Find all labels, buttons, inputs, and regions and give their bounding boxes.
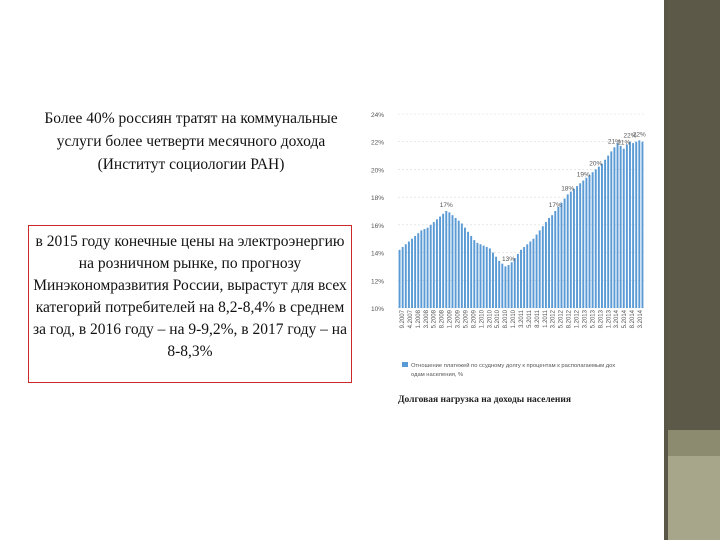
bar: [452, 215, 454, 308]
debt-burden-chart: [368, 104, 650, 386]
bar: [445, 211, 447, 308]
bar: [592, 172, 594, 308]
bar: [554, 211, 556, 308]
x-tick-label: 5.2011: [526, 310, 533, 328]
bar: [411, 239, 413, 308]
bar: [573, 189, 575, 308]
bar: [461, 223, 463, 308]
x-tick-label: 1.2013: [606, 310, 613, 329]
x-tick-label: 9.2007: [399, 310, 406, 329]
y-tick-label: 18%: [371, 195, 385, 203]
x-tick-label: 1.2009: [447, 310, 454, 329]
bar: [632, 143, 634, 308]
x-tick-label: 3.2011: [519, 310, 525, 328]
bar: [517, 254, 519, 308]
data-label: 22%: [623, 132, 637, 140]
bar: [595, 169, 597, 308]
bar: [585, 178, 587, 308]
data-label: 21%: [617, 139, 631, 147]
x-tick-label: 8.2009: [471, 310, 478, 329]
bar: [402, 247, 404, 308]
bar: [561, 203, 563, 308]
x-tick-label: 1.2010: [511, 310, 518, 329]
bar: [604, 160, 606, 308]
x-tick-label: 3.2008: [423, 310, 430, 329]
y-tick-label: 16%: [371, 222, 385, 230]
data-label: 13%: [502, 256, 516, 264]
bar: [620, 146, 622, 308]
x-tick-label: 8.2010: [503, 310, 510, 329]
x-tick-label: 3.2013: [582, 310, 589, 329]
bar: [545, 222, 547, 308]
bar: [576, 186, 578, 308]
bar: [439, 217, 441, 308]
bar: [399, 250, 401, 308]
data-label: 18%: [561, 185, 575, 193]
x-tick-label: 8.2013: [598, 310, 605, 329]
bar: [483, 246, 485, 308]
bar: [523, 247, 525, 308]
headline-text: Более 40% россиян тратят на коммунальные услуги более четверти месячного дохода (Институт социологии РАН): [44, 110, 338, 173]
bar: [617, 143, 619, 308]
bar: [433, 222, 435, 308]
bar: [598, 167, 600, 308]
bar: [579, 183, 581, 308]
bar: [542, 226, 544, 308]
bar: [613, 147, 615, 308]
x-tick-label: 5.2009: [463, 310, 470, 329]
bar: [408, 241, 410, 308]
bar: [635, 142, 637, 308]
bar: [511, 262, 513, 308]
decor-band-light: [668, 456, 720, 540]
bar: [589, 175, 591, 308]
chart-container: [368, 104, 650, 386]
bar: [420, 230, 422, 308]
bar: [564, 199, 566, 308]
data-label: 22%: [632, 131, 646, 139]
bar: [529, 241, 531, 308]
decor-band-dark: [668, 0, 720, 430]
data-label: 17%: [548, 202, 562, 209]
bar: [601, 164, 603, 308]
bar: [532, 239, 534, 308]
bar: [464, 228, 466, 308]
bar: [448, 212, 450, 308]
bar: [520, 250, 522, 308]
y-tick-label: 10%: [371, 306, 385, 313]
bar: [473, 240, 475, 308]
forecast-box: в 2015 году конечные цены на электроэнергию на розничном рынке, по прогнозу Минэкономразвития России, вырастут для всех категорий потребителей на 8,2-8,4% в среднем за год, в 2016 году – на 9-9,2%, в 2017 году – на 8-8,3%: [28, 225, 352, 383]
bar: [501, 264, 503, 308]
bar: [567, 194, 569, 308]
x-tick-label: 4.2007: [407, 310, 414, 329]
bar: [557, 207, 559, 308]
bar: [417, 233, 419, 308]
bar: [498, 261, 500, 308]
bar: [424, 229, 426, 308]
x-tick-label: 3.2012: [550, 310, 557, 329]
data-label: 20%: [589, 160, 603, 168]
bar: [570, 192, 572, 308]
bar: [548, 218, 550, 308]
x-tick-label: 1.2011: [542, 310, 549, 328]
x-tick-label: 3.2014: [614, 310, 621, 329]
chart-caption: Долговая нагрузка на доходы населения: [398, 395, 571, 405]
bar: [489, 248, 491, 308]
x-tick-label: 3.2010: [487, 310, 494, 329]
x-tick-label: 8.2014: [630, 310, 637, 329]
bar: [430, 225, 432, 308]
bar: [610, 151, 612, 308]
bar: [405, 244, 407, 308]
bar: [536, 235, 538, 308]
bar: [427, 228, 429, 308]
bar: [539, 230, 541, 308]
bar: [638, 140, 640, 308]
legend-label: одам населения, %: [411, 372, 464, 378]
x-tick-label: 5.2010: [495, 310, 502, 329]
bar: [470, 236, 472, 308]
y-tick-label: 14%: [371, 250, 385, 258]
bar: [458, 221, 460, 308]
x-tick-label: 5.2013: [590, 310, 597, 329]
x-tick-label: 5.2008: [431, 310, 438, 329]
bar: [626, 144, 628, 308]
y-tick-label: 22%: [371, 139, 385, 147]
x-tick-label: 8.2011: [534, 310, 541, 328]
bar: [414, 236, 416, 308]
bar: [641, 142, 643, 308]
bar: [486, 247, 488, 308]
x-tick-label: 8.2012: [566, 310, 573, 329]
bar: [551, 215, 553, 308]
bar: [467, 232, 469, 308]
x-tick-label: 8.2008: [439, 310, 446, 329]
bar: [623, 149, 625, 308]
bar: [480, 244, 482, 308]
bar: [492, 253, 494, 308]
x-tick-label: 5.2012: [558, 310, 565, 329]
legend-swatch: [402, 362, 408, 367]
bar: [455, 218, 457, 308]
bar: [508, 265, 510, 308]
data-label: 21%: [607, 138, 621, 146]
y-tick-label: 24%: [371, 112, 385, 119]
bar: [436, 219, 438, 308]
x-tick-label: 3.2014: [638, 310, 645, 329]
y-tick-label: 20%: [371, 167, 385, 175]
y-tick-label: 12%: [371, 278, 385, 286]
bar: [514, 258, 516, 308]
x-tick-label: 1.2008: [415, 310, 422, 329]
bar: [476, 243, 478, 308]
x-tick-label: 1.2012: [574, 310, 581, 329]
legend-label: Отношение платежей по ссудному долгу к процентам к располагаемым дох: [411, 363, 616, 369]
data-label: 19%: [576, 171, 590, 179]
bar: [526, 244, 528, 308]
bar: [629, 142, 631, 308]
bar: [442, 214, 444, 308]
decor-band-mid: [668, 430, 720, 456]
bar: [504, 266, 506, 308]
bar: [607, 156, 609, 308]
x-tick-label: 1.2010: [479, 310, 486, 329]
bar: [582, 181, 584, 308]
bar: [495, 257, 497, 308]
data-label: 17%: [439, 202, 453, 209]
x-tick-label: 5.2014: [622, 310, 629, 329]
x-tick-label: 3.2009: [455, 310, 462, 329]
